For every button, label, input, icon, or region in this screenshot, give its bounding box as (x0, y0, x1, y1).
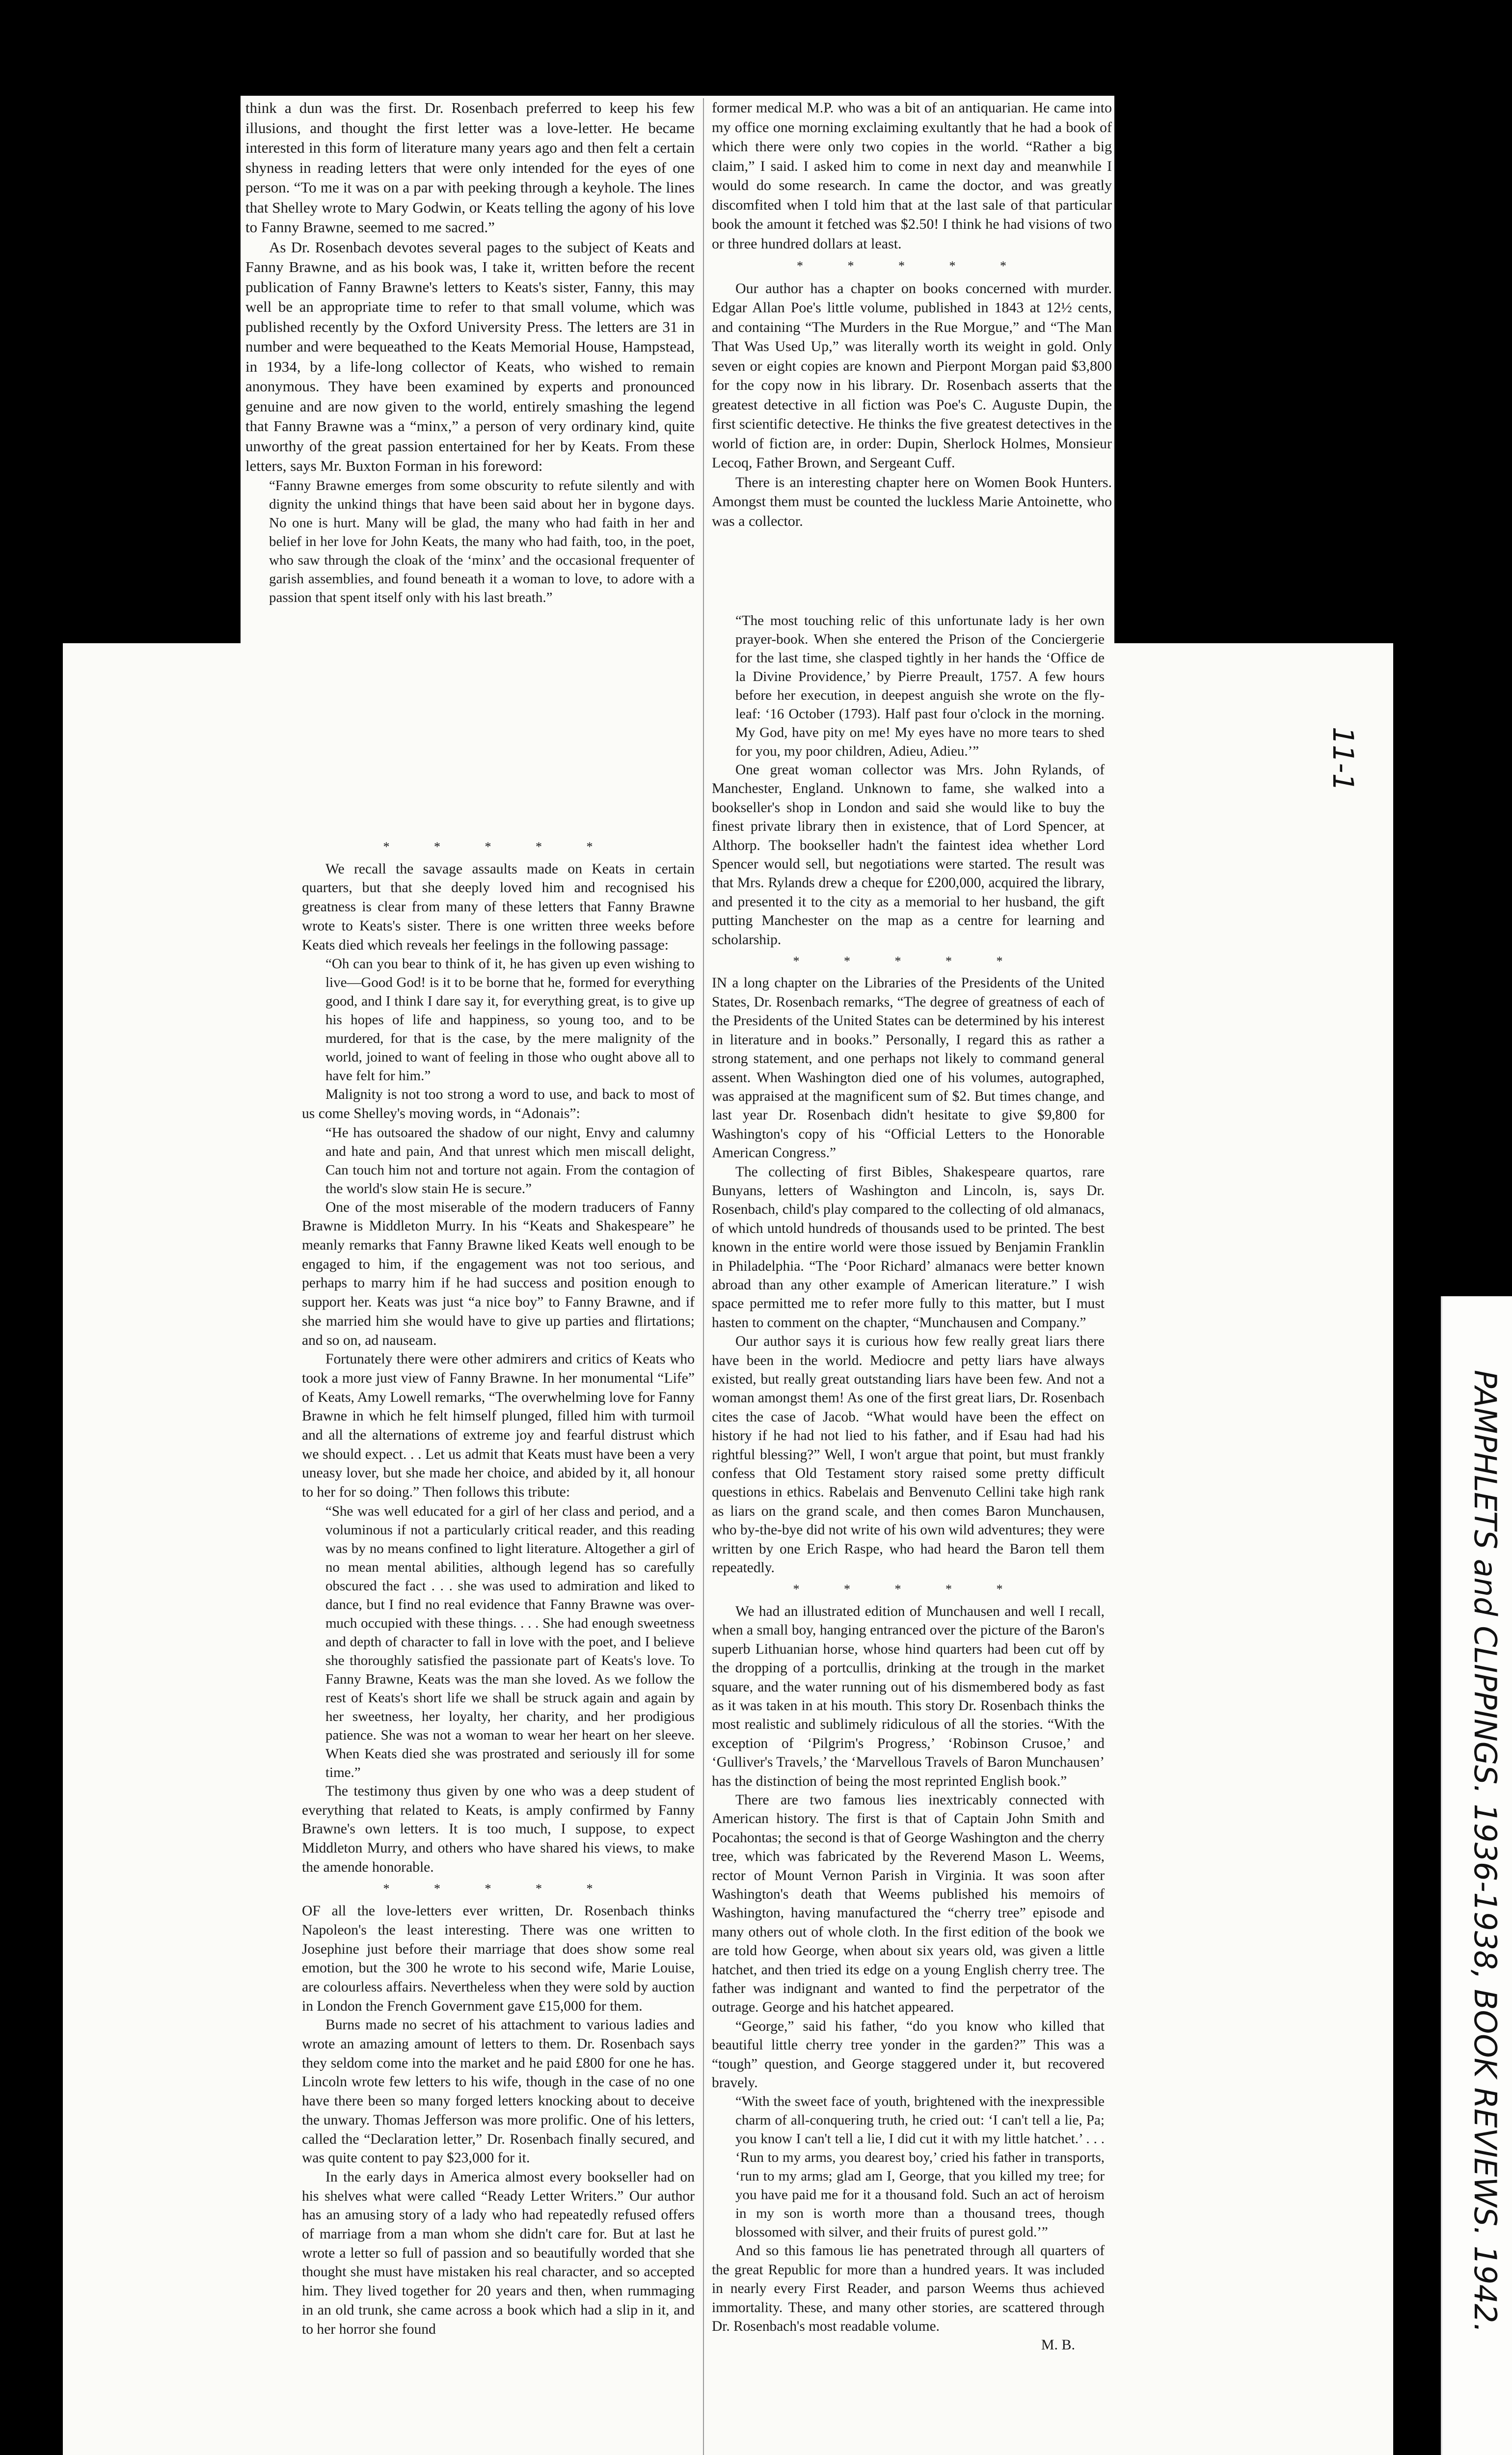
paragraph: One of the most miserable of the modern traducers of Fanny Brawne is Middleton Murry. In his “Keats and Shakespeare” he meanly remarks that Fanny Brawne liked Keats well enough to be engaged to him, if the engagement was not too serious, and perhaps to marry him if he had success and position enough to support her. Keats was just “a nice boy” to Fanny Brawne, and if she married him she would have to give up parties and flirtations; and so on, ad nauseam. (302, 1199, 695, 1348)
paragraph: think a dun was the first. Dr. Rosenbach preferred to keep his few illusions, and thought the first letter was a love-letter. He became interested in this form of literature many years ago and then felt a certain shyness in reading letters that were only intended for the eyes of one person. “To me it was on a par with peeking through a keyhole. The lines that Shelley wrote to Mary Godwin, or Keats telling the agony of his love to Fanny Brawne, seemed to me sacred.” (245, 99, 695, 236)
quotation: “She was well educated for a girl of her class and period, and a voluminous if not a particularly critical reader, and this reading was by no means confined to light literature. Altogether a girl of no mean mental abilities, although legend has so carefully obscured the fact . . . she was used to admiration and liked to dance, but I find no real evidence that Fanny Brawne was over-much occupied with these things. . . . She had enough sweetness and depth of character to fall in love with the poet, and I believe she thoroughly satisfied the passionate part of Keats's love. To Fanny Brawne, Keats was the man she loved. As we follow the rest of Keats's short life we shall be struck again and again by her sweetness, her loyalty, her charity, and her prodigious patience. She was not a woman to wear her heart on her sleeve. When Keats died she was prostrated and seriously ill for some time.” (325, 1503, 695, 1780)
column-a-top (245, 98, 695, 607)
section-break: * * * * * (383, 840, 614, 854)
section-break: * * * * * (383, 1882, 614, 1896)
quotation: “The most touching relic of this unfortunate lady is her own prayer-book. When she entered the Prison of the Conciergerie for the last time, she clasped tightly in her hands the ‘Office de la Divine Providence,’ by Pierre Preault, 1757. A few hours before her execution, in deepest anguish she wrote on the fly-leaf: ‘16 October (1793). Half past four o'clock in the morning. My God, have pity on me! My eyes have no more tears to shed for you, my poor children, Adieu, Adieu.’” (735, 613, 1105, 759)
paragraph: former medical M.P. who was a bit of an antiquarian. He came into my office one morning exclaiming exultantly that he had a book of which there were only two copies in the world. “Rather a big claim,” I said. I asked him to come in next day and meanwhile I would do some research. In came the doctor, and was greatly discomfited when I told him that at the last sale of that particular book the amount it fetched was $2.50! I think he had visions of two or three hundred dollars at least. (712, 100, 1112, 252)
handwritten-page-number: 11-1 (1326, 727, 1360, 791)
quotation: “With the sweet face of youth, brightened with the inexpressible charm of all-conquering truth, he cried out: ‘I can't tell a lie, Pa; you know I can't tell a lie, I did cut it with my little hatchet.’ . . . ‘Run to my arms, you dearest boy,’ cried his father in transports, ‘run to my arms; glad am I, George, that you killed my tree; for you have paid me for it a thousand fold. Such an act of heroism in my son is worth more than a thousand trees, though blossomed with silver, and their fruits of purest gold.’” (735, 2094, 1105, 2240)
paragraph: In the early days in America almost every bookseller had on his shelves what were called “Ready Letter Writers.” Our author has an amusing story of a lady who had repeatedly refused offers of marriage from a man whom she didn't care for. But at last he wrote a letter so full of passion and so beautifully worded that she thought she must have mistaken his real character, and so accepted him. They lived together for 20 years and then, when rummaging in an old trunk, she came across a book which had a slip in it, and to her horror she found (302, 2169, 695, 2337)
section-break: * * * * * (793, 954, 1024, 969)
quotation: “Fanny Brawne emerges from some obscurity to refute silently and with dignity the unkind things that have been said about her in bygone days. No one is hurt. Many will be glad, the many who had faith in her and belief in her love for John Keats, the many who had faith, too, in the poet, who saw through the cloak of the ‘minx’ and the occasional frequenter of garish assemblies, and found beneath it a woman to love, to adore with a passion that spent itself only with his last breath.” (269, 477, 695, 605)
paragraph: Fortunately there were other admirers and critics of Keats who took a more just view of Fanny Brawne. In her monumental “Life” of Keats, Amy Lowell remarks, “The overwhelming love for Fanny Brawne in which he felt himself plunged, filled him with turmoil and all the alternations of extreme joy and fearful distrust which we should expect. . . Let us admit that Keats must have been a very uneasy lover, but she made her choice, and abided by it, all honour to her for so doing.” Then follows this tribute: (302, 1351, 695, 1500)
paragraph: Burns made no secret of his attachment to various ladies and wrote an amazing amount of letters to them. Dr. Rosenbach says they seldom come into the market and he paid £800 for one he has. Lincoln wrote few letters to his wife, though in the case of no one have there been so many forged letters knocking about to deceive the unwary. Thomas Jefferson was more prolific. One of his letters, called the “Declaration letter,” Dr. Rosenbach finally secured, and was quite content to pay $23,000 for it. (302, 2017, 695, 2166)
poem-quotation: “He has outsoared the shadow of our night, Envy and calumny and hate and pain, And that unrest which men miscall delight, Can touch him not and torture not again. From the contagion of the world's slow stain He is secure.” (325, 1124, 695, 1197)
paragraph: OF all the love-letters ever written, Dr. Rosenbach thinks Napoleon's the least interesting. There was one written to Josephine just before their marriage that does show some real emotion, but the 300 he wrote to his second wife, Marie Louise, are colourless affairs. Nevertheless when they were sold by auction in London the French Government gave £15,000 for them. (302, 1903, 695, 2014)
section-break: * * * * * (797, 259, 1027, 273)
paragraph: “George,” said his father, “do you know who killed that beautiful little cherry tree yonder in the garden?” This was a “tough” question, and George staggered under it, but recovered bravely. (712, 2018, 1105, 2091)
quotation: “Oh can you bear to think of it, he has given up even wishing to live—Good God! is it to be borne that he, formed for everything good, and I think I dare say it, for everything great, is to give up his hopes of life and happiness, so young too, and to be murdered, for that is the case, by the mere malignity of the world, joined to want of feeling in those who ought above all to have felt for him.” (325, 956, 695, 1084)
paragraph: The testimony thus given by one who was a deep student of everything that related to Keats, is amply confirmed by Fanny Brawne's own letters. It is too much, I suppose, to expect Middleton Murry, and others who have shared his views, to make the amende honorable. (302, 1783, 695, 1875)
paragraph: IN a long chapter on the Libraries of the Presidents of the United States, Dr. Rosenbach remarks, “The degree of greatness of each of the Presidents of the United States can be determined by his interest in literature and in books.” Personally, I regard this as rather a strong statement, and one perhaps not likely to command general assent. When Washington died one of his volumes, autographed, was appraised at the magnificent sum of $2. But times change, and last year Dr. Rosenbach didn't hesitate to give $9,800 for Washington's copy of his “Official Letters to the Honorable American Congress.” (712, 975, 1105, 1161)
column-b-main (712, 611, 1105, 2355)
paragraph: There are two famous lies inextricably connected with American history. The first is that of Captain John Smith and Pocahontas; the second is that of George Washington and the cherry tree, which was fabricated by the Reverend Mason L. Weems, rector of Mount Vernon Parish in Virginia. It was soon after Washington's death that Weems published his memoirs of Washington, having manufactured the “cherry tree” episode and many others out of whole cloth. In the first edition of the book we are told how George, when about six years old, was given a little hatchet, and then tried its edge on a young English cherry tree. The father was indignant and wanted to find the perpetrator of the outrage. George and his hatchet appeared. (712, 1792, 1105, 2016)
paragraph: As Dr. Rosenbach devotes several pages to the subject of Keats and Fanny Brawne, and as his book was, I take it, written before the recent publication of Fanny Brawne's letters to Keats's sister, Fanny, this may well be an appropriate time to refer to that small volume, which was published recently by the Oxford University Press. The letters are 31 in number and were bequeathed to the Keats Memorial House, Hampstead, in 1934, by a life-long collector of Keats, who wished to remain anonymous. They have been examined by experts and pronounced genuine and are now given to the world, entirely smashing the legend that Fanny Brawne was a “minx,” a person of very ordinary kind, quite unworthy of the great passion entertained for her by Keats. From these letters, says Mr. Buxton Forman in his foreword: (245, 238, 695, 474)
paragraph: We recall the savage assaults made on Keats in certain quarters, but that she deeply loved him and recognised his greatness is clear from many of these letters that Fanny Brawne wrote to Keats's sister. There is one written three weeks before Keats died which reveals her feelings in the following passage: (302, 861, 695, 953)
handwritten-tab-label: PAMPHLETS and CLIPPINGS. 1936-1938, BOOK REVIEWS. 1942. (1467, 1370, 1503, 2333)
column-rule (703, 98, 704, 2455)
column-b-top (712, 98, 1112, 531)
paragraph: The collecting of first Bibles, Shakespeare quartos, rare Bunyans, letters of Washington and Lincoln, is, says Dr. Rosenbach, child's play compared to the collecting of old almanacs, of which untold hundreds of thousands used to be printed. The best known in the entire world were those issued by Benjamin Franklin in Philadelphia. “The ‘Poor Richard’ almanacs were better known abroad than any other example of American literature.” I wish space permitted me to refer more fully to this matter, but I must hasten to comment on the chapter, “Munchausen and Company.” (712, 1164, 1105, 1331)
paragraph: One great woman collector was Mrs. John Rylands, of Manchester, England. Unknown to fame, she walked into a bookseller's shop in London and said she would like to buy the finest private library then in existence, that of Lord Spencer, at Althorp. The bookseller hadn't the faintest idea whether Lord Spencer would sell, but negotiations were started. The result was that Mrs. Rylands drew a cheque for £200,000, acquired the library, and presented it to the city as a memorial to her husband, the gift putting Manchester on the map as a centre for learning and scholarship. (712, 762, 1105, 948)
author-signature: M. B. (1041, 2337, 1075, 2353)
paragraph: And so this famous lie has penetrated through all quarters of the great Republic for more than a hundred years. It was included in nearly every First Reader, and parson Weems thus achieved immortality. These, and many other stories, are scattered through Dr. Rosenbach's most readable volume. (712, 2243, 1105, 2335)
paragraph: We had an illustrated edition of Munchausen and well I recall, when a small boy, hanging entranced over the picture of the Baron's superb Lithuanian horse, whose hind quarters had been cut off by the dropping of a portcullis, drinking at the trough in the market square, and the water running out of his dismembered body as fast as it was taken in at his mouth. This story Dr. Rosenbach thinks the most realistic and sublimely ridiculous of all the stories. “With the exception of ‘Pilgrim's Progress,’ ‘Robinson Crusoe,’ and ‘Gulliver's Travels,’ the ‘Marvellous Travels of Baron Munchausen’ has the distinction of being the most reprinted English book.” (712, 1603, 1105, 1789)
paragraph: Our author says it is curious how few really great liars there have been in the world. Mediocre and petty liars have always existed, but really great outstanding liars have been few. And not a woman amongst them! As one of the first great liars, Dr. Rosenbach cites the case of Jacob. “What would have been the effect on history if he had not lied to his father, and if Esau had had his rightful blessing?” Well, I won't argue that point, but must frankly confess that Old Testament story raised some pretty difficult questions in ethics. Rabelais and Benvenuto Cellini take high rank as liars on the grand scale, and then comes Baron Munchausen, who by-the-bye did not write of his own wild adventures; they were written by one Erich Raspe, who had heard the Baron tell them repeatedly. (712, 1334, 1105, 1576)
paragraph: Malignity is not too strong a word to use, and back to most of us come Shelley's moving words, in “Adonais”: (302, 1087, 695, 1121)
column-a-main (302, 835, 695, 2339)
paragraph: There is an interesting chapter here on Women Book Hunters. Amongst them must be counted the luckless Marie Antoinette, who was a collector. (712, 474, 1112, 529)
section-break: * * * * * (793, 1582, 1024, 1597)
paragraph: Our author has a chapter on books concerned with murder. Edgar Allan Poe's little volume, published in 1843 at 12½ cents, and containing “The Murders in the Rue Morgue,” and “The Man That Was Used Up,” was literally worth its weight in gold. Only seven or eight copies are known and Pierpont Morgan paid $3,800 for the copy now in his library. Dr. Rosenbach asserts that the greatest detective in all fiction was Poe's C. Auguste Dupin, the first scientific detective. He thinks the five greatest detectives in the world of fiction are, in order: Dupin, Sherlock Holmes, Monsieur Lecoq, Father Brown, and Sergeant Cuff. (712, 280, 1112, 471)
